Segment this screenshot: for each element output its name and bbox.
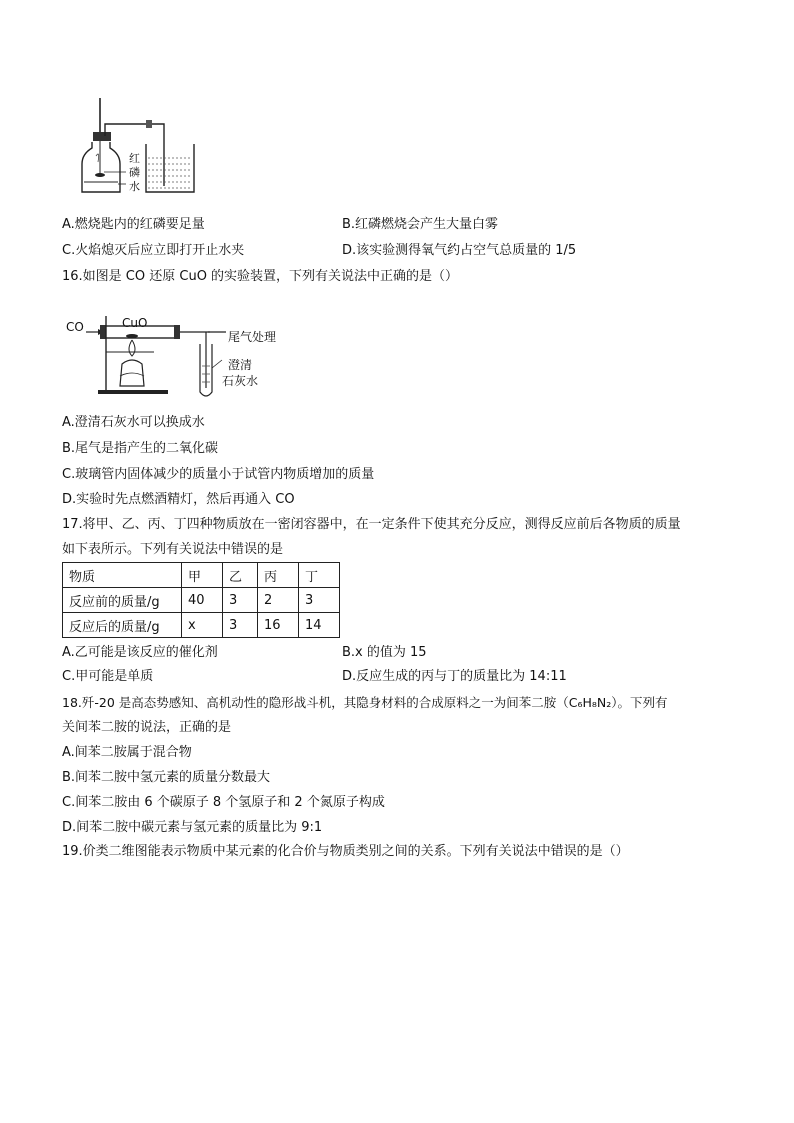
table-header-cell: 丙 bbox=[258, 563, 299, 588]
q15-option-c: C.火焰熄灭后应立即打开止水夹 bbox=[62, 243, 245, 258]
table-cell: 反应前的质量/g bbox=[63, 588, 182, 613]
table-header-row bbox=[63, 563, 340, 588]
table-cell: 16 bbox=[258, 613, 299, 638]
table-cell: 2 bbox=[258, 588, 299, 613]
table-header-cell: 物质 bbox=[63, 563, 182, 588]
q16-question: 16.如图是 CO 还原 CuO 的实验装置，下列有关说法中正确的是（） bbox=[62, 269, 459, 284]
table-row bbox=[63, 588, 340, 613]
q17-option-b: B.x 的值为 15 bbox=[342, 645, 427, 660]
q17-question-line1: 17.将甲、乙、丙、丁四种物质放在一密闭容器中，在一定条件下使其充分反应，测得反应前后各物质的质量 bbox=[62, 517, 681, 532]
q18-option-d: D.间苯二胺中碳元素与氢元素的质量比为 9:1 bbox=[62, 820, 323, 835]
q18-option-a: A.间苯二胺属于混合物 bbox=[62, 745, 192, 760]
q16-option-d: D.实验时先点燃酒精灯，然后再通入 CO bbox=[62, 492, 295, 507]
q17-option-d: D.反应生成的丙与丁的质量比为 14:11 bbox=[342, 669, 567, 684]
q19-question: 19.价类二维图能表示物质中某元素的化合价与物质类别之间的关系。下列有关说法中错误的是（） bbox=[62, 844, 629, 859]
q16-apparatus-figure bbox=[66, 306, 296, 402]
table-header-cell: 甲 bbox=[182, 563, 223, 588]
q16-label-limewater-1: 澄清 bbox=[228, 358, 253, 372]
q15-label-water: 水 bbox=[129, 180, 140, 193]
q17-mass-table bbox=[62, 562, 340, 638]
q16-label-co: CO bbox=[66, 320, 84, 334]
q18-question-line2: 关间苯二胺的说法，正确的是 bbox=[62, 720, 232, 735]
table-header-cell: 丁 bbox=[299, 563, 340, 588]
table-cell: 反应后的质量/g bbox=[63, 613, 182, 638]
q15-option-b: B.红磷燃烧会产生大量白雾 bbox=[342, 217, 499, 232]
q15-option-a: A.燃烧匙内的红磷要足量 bbox=[62, 217, 205, 232]
q16-label-cuo: CuO bbox=[122, 316, 148, 330]
q16-option-c: C.玻璃管内固体减少的质量小于试管内物质增加的质量 bbox=[62, 467, 375, 482]
table-cell: x bbox=[182, 613, 223, 638]
q15-label-phosphorus-1: 红 bbox=[129, 152, 140, 165]
q16-option-a: A.澄清石灰水可以换成水 bbox=[62, 415, 205, 430]
q17-question-line2: 如下表所示。下列有关说法中错误的是 bbox=[62, 542, 284, 557]
table-cell: 3 bbox=[223, 613, 258, 638]
q18-question-line1: 18.歼-20 是高态势感知、高机动性的隐形战斗机，其隐身材料的合成原料之一为间苯二胺（C₆H₈N₂）。下列有 bbox=[62, 695, 668, 710]
q16-label-limewater-2: 石灰水 bbox=[222, 374, 259, 388]
q17-option-c: C.甲可能是单质 bbox=[62, 669, 154, 684]
q16-option-b: B.尾气是指产生的二氧化碳 bbox=[62, 441, 219, 456]
q18-option-b: B.间苯二胺中氢元素的质量分数最大 bbox=[62, 770, 271, 785]
table-cell: 40 bbox=[182, 588, 223, 613]
q18-option-c: C.间苯二胺由 6 个碳原子 8 个氢原子和 2 个氮原子构成 bbox=[62, 795, 385, 810]
table-cell: 3 bbox=[299, 588, 340, 613]
table-header-cell: 乙 bbox=[223, 563, 258, 588]
table-cell: 3 bbox=[223, 588, 258, 613]
q15-option-d: D.该实验测得氧气约占空气总质量的 1/5 bbox=[342, 243, 577, 258]
q16-label-exhaust: 尾气处理 bbox=[228, 330, 277, 344]
table-row bbox=[63, 613, 340, 638]
table-cell: 14 bbox=[299, 613, 340, 638]
q17-option-a: A.乙可能是该反应的催化剂 bbox=[62, 645, 218, 660]
q15-label-phosphorus-2: 磷 bbox=[129, 166, 140, 179]
